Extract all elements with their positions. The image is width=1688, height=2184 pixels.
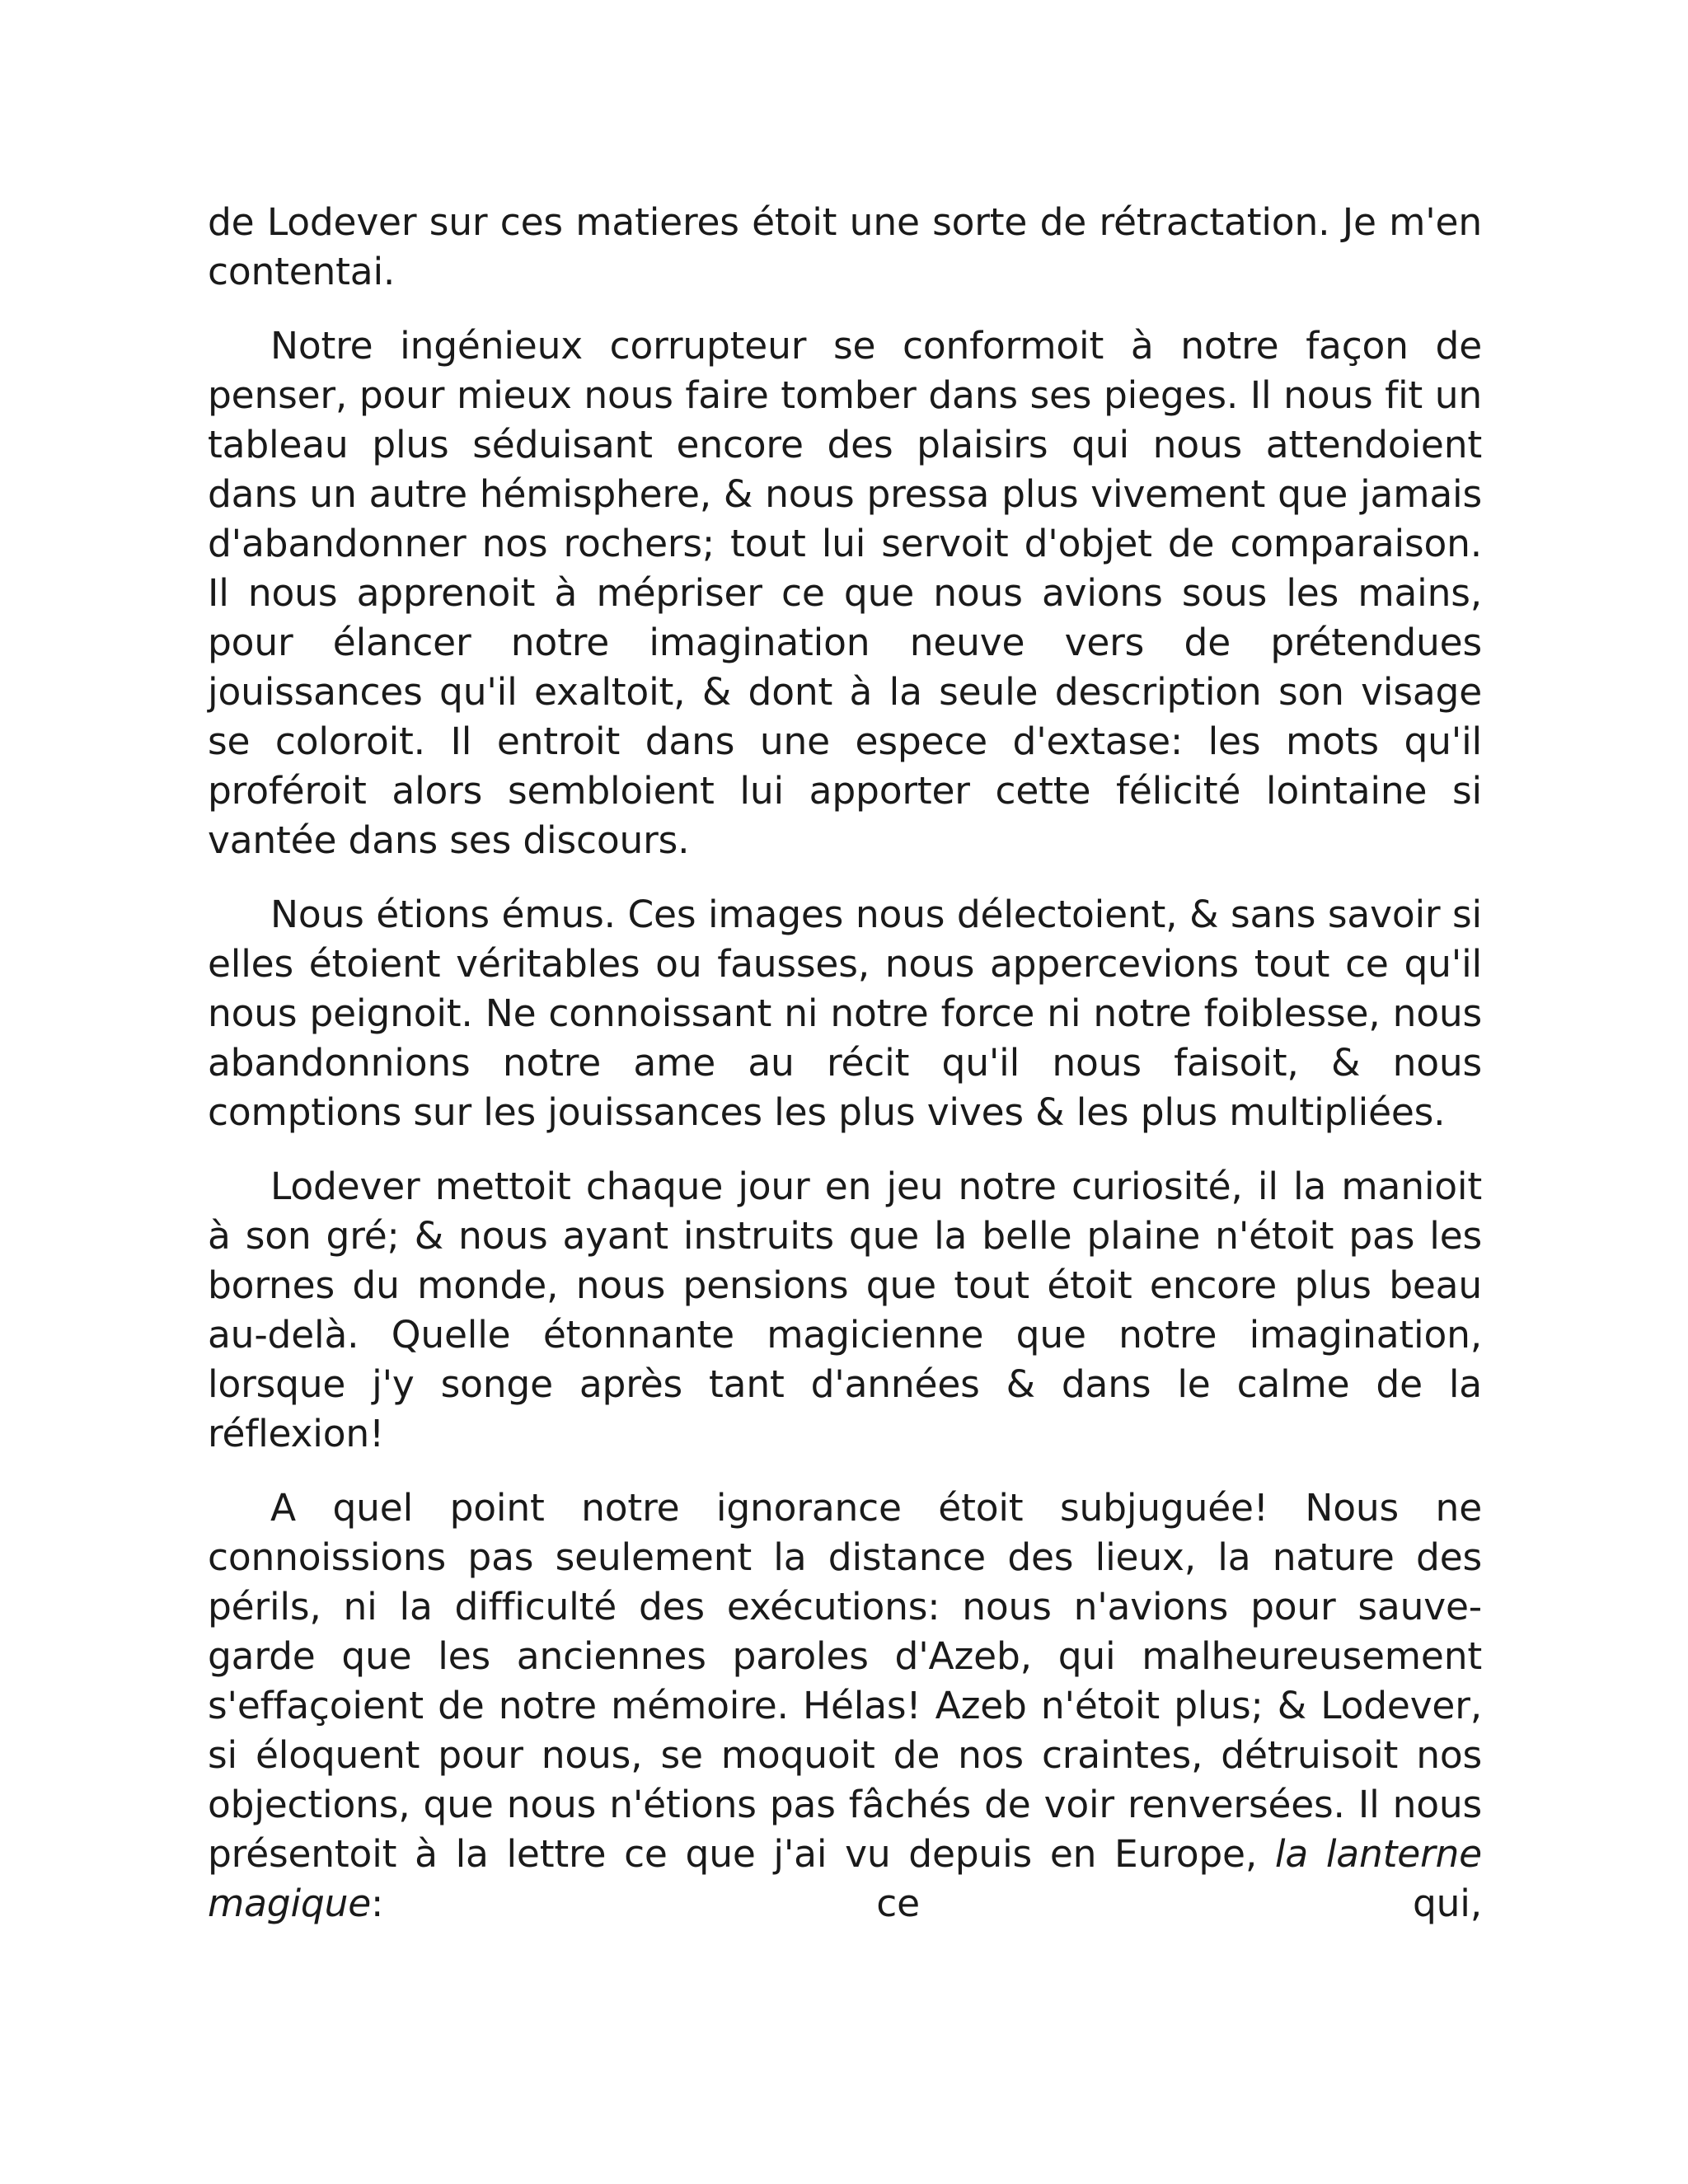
paragraph-5	[208, 1483, 1482, 1929]
document-page	[208, 198, 1482, 1929]
paragraph-3: Nous étions émus. Ces images nous délectoient, & sans savoir si elles étoient véritables ou fausses, nous appercevions tout ce qu'il nous peignoit. Ne connoissant ni notre force ni notre foiblesse, nous abandonnions notre ame au récit qu'il nous faisoit, & nous comptions sur les jouissances les plus vives & les plus multipliées.	[208, 893, 1482, 1134]
paragraph-1: de Lodever sur ces matieres étoit une sorte de rétractation. Je m'en contentai.	[208, 200, 1482, 293]
paragraph-5-italic-phrase: la lanterne magique	[208, 1832, 1482, 1925]
paragraph-5-tail: : ce qui,	[371, 1882, 1482, 1925]
paragraph-4: Lodever mettoit chaque jour en jeu notre curiosité, il la manioit à son gré; & nous ayant instruits que la belle plaine n'étoit pas les bornes du monde, nous pensions que tout étoit encore plus beau au-delà. Quelle étonnante magicienne que notre imagination, lorsque j'y songe après tant d'années & dans le calme de la réflexion!	[208, 1165, 1482, 1455]
paragraph-5-text: A quel point notre ignorance étoit subjuguée! Nous ne connoissions pas seulement la distance des lieux, la nature des périls, ni la difficulté des exécutions: nous n'avions pour sauve-garde que les anciennes paroles d'Azeb, qui malheureusement s'effaçoient de notre mémoire. Hélas! Azeb n'étoit plus; & Lodever, si éloquent pour nous, se moquoit de nos craintes, détruisoit nos objections, que nous n'étions pas fâchés de voir renversées. Il nous présentoit à la lettre ce que j'ai vu depuis en Europe,	[208, 1486, 1482, 1876]
paragraph-2: Notre ingénieux corrupteur se conformoit à notre façon de penser, pour mieux nous faire tomber dans ses pieges. Il nous fit un tableau plus séduisant encore des plaisirs qui nous attendoient dans un autre hémisphere, & nous pressa plus vivement que jamais d'abandonner nos rochers; tout lui servoit d'objet de comparaison. Il nous apprenoit à mépriser ce que nous avions sous les mains, pour élancer notre imagination neuve vers de prétendues jouissances qu'il exaltoit, & dont à la seule description son visage se coloroit. Il entroit dans une espece d'extase: les mots qu'il proféroit alors sembloient lui apporter cette félicité lointaine si vantée dans ses discours.	[208, 324, 1482, 862]
